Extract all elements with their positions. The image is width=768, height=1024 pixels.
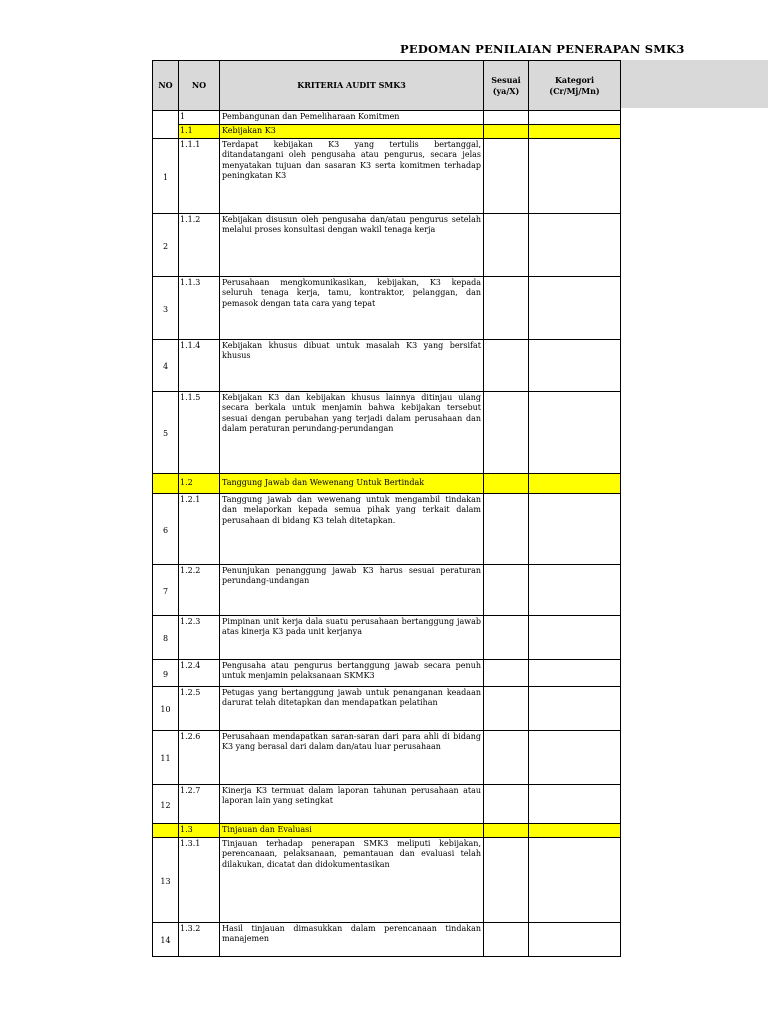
criteria-code: 1.2.5 [179,686,220,730]
sesuai-cell[interactable] [484,213,529,276]
sesuai-cell[interactable] [484,276,529,339]
criteria-code: 1.1.5 [179,391,220,473]
section-title: Pembangunan dan Pemeliharaan Komitmen [220,111,484,125]
criteria-text: Kebijakan khusus dibuat untuk masalah K3 yang bersifat khusus [220,339,484,391]
page-title: PEDOMAN PENILAIAN PENERAPAN SMK3 [400,42,685,56]
criteria-text: Penunjukan penanggung jawab K3 harus sesuai peraturan perundang-undangan [220,564,484,615]
section-code: 1.3 [179,823,220,837]
row-number [153,473,179,493]
row-number [153,111,179,139]
kategori-cell[interactable] [529,339,621,391]
kategori-cell[interactable] [529,493,621,564]
criteria-code: 1.3.1 [179,837,220,922]
section-code: 1 [179,111,220,125]
criteria-row [153,391,621,473]
row-number: 1 [153,138,179,213]
criteria-row [153,138,621,213]
sesuai-cell[interactable] [484,339,529,391]
kategori-cell[interactable] [529,473,621,493]
criteria-row [153,784,621,823]
section-code: 1.2 [179,473,220,493]
kategori-cell[interactable] [529,124,621,138]
row-number: 10 [153,686,179,730]
kategori-cell[interactable] [529,686,621,730]
row-number: 14 [153,922,179,956]
criteria-row [153,564,621,615]
section-row [153,111,621,125]
criteria-text: Kinerja K3 termuat dalam laporan tahunan perusahaan atau laporan lain yang setingkat [220,784,484,823]
header-kategori: Kategori (Cr/Mj/Mn) [529,61,621,111]
sesuai-cell[interactable] [484,784,529,823]
criteria-code: 1.3.2 [179,922,220,956]
kategori-cell[interactable] [529,823,621,837]
criteria-code: 1.2.7 [179,784,220,823]
criteria-row [153,615,621,659]
criteria-code: 1.2.3 [179,615,220,659]
sesuai-cell[interactable] [484,138,529,213]
header-sesuai: Sesuai (ya/X) [484,61,529,111]
sesuai-cell[interactable] [484,564,529,615]
criteria-row [153,837,621,922]
criteria-code: 1.1.1 [179,138,220,213]
header-code: NO [179,61,220,111]
criteria-code: 1.2.1 [179,493,220,564]
criteria-text: Perusahaan mendapatkan saran-saran dari para ahli di bidang K3 yang berasal dari dalam dan/atau luar perusahaan [220,730,484,784]
section-title: Tinjauan dan Evaluasi [220,823,484,837]
kategori-cell[interactable] [529,111,621,125]
criteria-text: Perusahaan mengkomunikasikan, kebijakan, K3 kepada seluruh tenaga kerja, tamu, kontraktor, pelanggan, dan pemasok dengan tata cara yang tepat [220,276,484,339]
sesuai-cell[interactable] [484,493,529,564]
criteria-text: Tinjauan terhadap penerapan SMK3 meliputi kebijakan, perencanaan, pelaksanaan, pemantauan dan evaluasi telah dilakukan, dicatat dan didokumentasikan [220,837,484,922]
header-criteria: KRITERIA AUDIT SMK3 [220,61,484,111]
criteria-row [153,213,621,276]
section-title: Kebijakan K3 [220,124,484,138]
row-number: 2 [153,213,179,276]
criteria-code: 1.2.2 [179,564,220,615]
section-title: Tanggung Jawab dan Wewenang Untuk Bertindak [220,473,484,493]
criteria-code: 1.1.4 [179,339,220,391]
row-number: 11 [153,730,179,784]
kategori-cell[interactable] [529,564,621,615]
row-number: 6 [153,493,179,564]
sesuai-cell[interactable] [484,730,529,784]
row-number: 5 [153,391,179,473]
sesuai-cell[interactable] [484,111,529,125]
criteria-code: 1.2.6 [179,730,220,784]
sesuai-cell[interactable] [484,615,529,659]
criteria-row [153,730,621,784]
criteria-row [153,922,621,956]
row-number: 9 [153,659,179,686]
row-number: 13 [153,837,179,922]
sesuai-cell[interactable] [484,473,529,493]
criteria-text: Tanggung jawab dan wewenang untuk mengambil tindakan dan melaporkan kepada semua pihak yang terkait dalam perusahaan di bidang K3 telah ditetapkan. [220,493,484,564]
kategori-cell[interactable] [529,730,621,784]
kategori-cell[interactable] [529,837,621,922]
criteria-row [153,276,621,339]
section-row [153,823,621,837]
criteria-row [153,493,621,564]
row-number: 4 [153,339,179,391]
criteria-row [153,686,621,730]
kategori-cell[interactable] [529,922,621,956]
section-code: 1.1 [179,124,220,138]
criteria-row [153,339,621,391]
kategori-cell[interactable] [529,276,621,339]
criteria-text: Pimpinan unit kerja dala suatu perusahaan bertanggung jawab atas kinerja K3 pada unit kerjanya [220,615,484,659]
kategori-cell[interactable] [529,615,621,659]
audit-table [152,60,621,957]
sesuai-cell[interactable] [484,659,529,686]
criteria-text: Petugas yang bertanggung jawab untuk penanganan keadaan darurat telah ditetapkan dan mendapatkan pelatihan [220,686,484,730]
sesuai-cell[interactable] [484,124,529,138]
sesuai-cell[interactable] [484,686,529,730]
row-number: 3 [153,276,179,339]
row-number: 7 [153,564,179,615]
criteria-text: Hasil tinjauan dimasukkan dalam perencanaan tindakan manajemen [220,922,484,956]
criteria-text: Kebijakan K3 dan kebijakan khusus lainnya ditinjau ulang secara berkala untuk menjamin bahwa kebijakan tersebut sesuai dengan perubahan yang terjadi dalam perusahaan dan dalam peraturan perundang-perundangan [220,391,484,473]
sesuai-cell[interactable] [484,391,529,473]
sesuai-cell[interactable] [484,823,529,837]
row-number: 8 [153,615,179,659]
section-row [153,473,621,493]
kategori-cell[interactable] [529,784,621,823]
kategori-cell[interactable] [529,138,621,213]
criteria-row [153,659,621,686]
criteria-text: Kebijakan disusun oleh pengusaha dan/atau pengurus setelah melalui proses konsultasi dengan wakil tenaga kerja [220,213,484,276]
kategori-cell[interactable] [529,391,621,473]
criteria-text: Pengusaha atau pengurus bertanggung jawab secara penuh untuk menjamin pelaksanaan SKMK3 [220,659,484,686]
criteria-text: Terdapat kebijakan K3 yang tertulis bertanggal, ditandatangani oleh pengusaha atau pengurus, secara jelas menyatakan tujuan dan sasaran K3 serta komitmen terhadap peningkatan K3 [220,138,484,213]
sesuai-cell[interactable] [484,922,529,956]
kategori-cell[interactable] [529,213,621,276]
row-number [153,823,179,837]
header-no: NO [153,61,179,111]
kategori-cell[interactable] [529,659,621,686]
criteria-code: 1.1.3 [179,276,220,339]
section-row [153,124,621,138]
table-body [153,111,621,957]
criteria-code: 1.2.4 [179,659,220,686]
header-shade [620,60,768,108]
sesuai-cell[interactable] [484,837,529,922]
row-number: 12 [153,784,179,823]
criteria-code: 1.1.2 [179,213,220,276]
